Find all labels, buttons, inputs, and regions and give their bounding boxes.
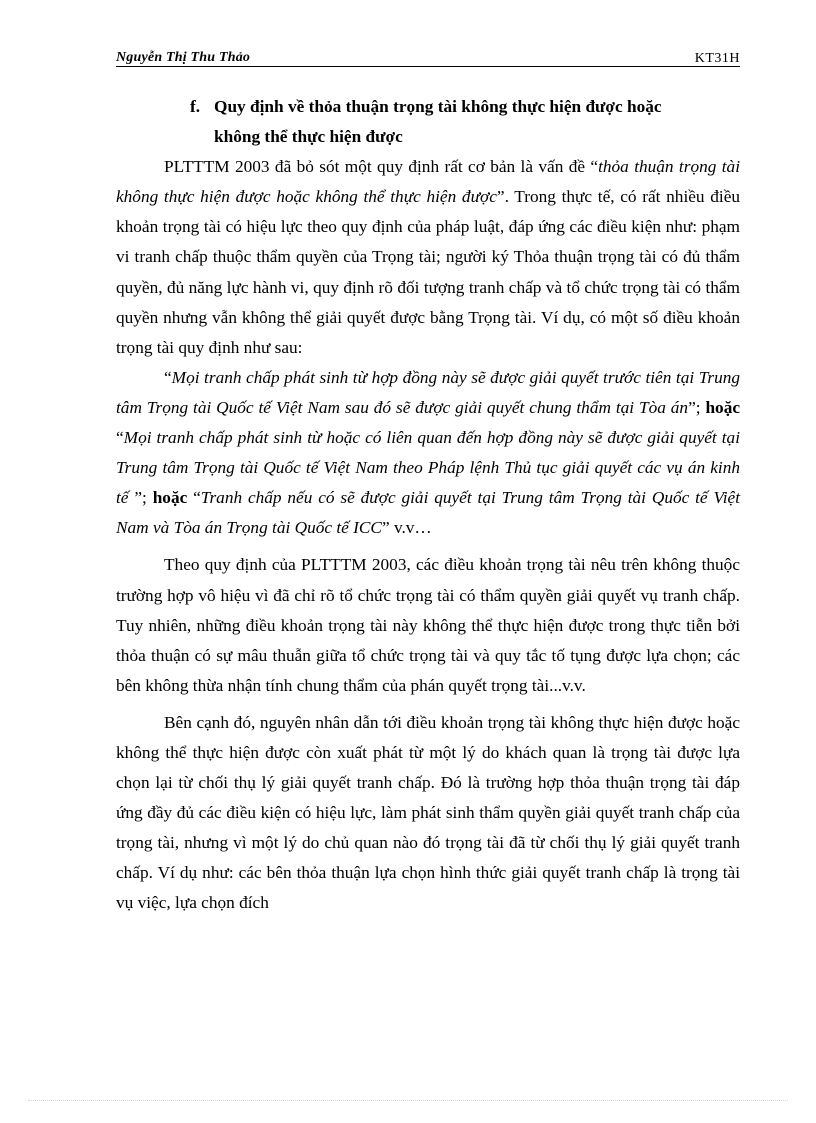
page-bottom-border [28, 1100, 788, 1101]
paragraph-2: Theo quy định của PLTTTM 2003, các điều khoản trọng tài nêu trên không thuộc trường hợp vô hiệu vì đã chỉ rõ tổ chức trọng tài có thẩm quyền giải quyết vụ tranh chấp. Tuy nhiên, những điều khoản trọng tài này không thể thực hiện được trong thực tiễn bởi thỏa thuận có sự mâu thuẫn giữa tổ chức trọng tài và quy tắc tố tụng được lựa chọn; các bên không thừa nhận tính chung thẩm của phán quyết trọng tài...v.v. [116, 555, 740, 695]
header-author: Nguyễn Thị Thu Thảo [116, 50, 251, 65]
quote-or-1: hoặc [705, 397, 740, 417]
quote-1-close: ”; [688, 397, 706, 417]
quote-2-open: “ [116, 428, 124, 448]
quote-3-close: ” v.v… [381, 518, 432, 538]
paragraph-1-text-b: ”. Trong thực tế, có rất nhiều điều khoản trọng tài có hiệu lực theo quy định của pháp luật, đáp ứng các điều kiện như: phạm vi tranh chấp thuộc thẩm quyền của Trọng tài; người ký Thỏa thuận trọng tài có đủ thẩm quyền, đủ năng lực hành vi, quy định rõ đối tượng tranh chấp và tổ chức trọng tài có thẩm quyền nhưng vẫn không thể giải quyết được bằng Trọng tài. Ví dụ, có một số điều khoản trọng tài quy định như sau: [116, 187, 741, 357]
quote-1-open: “ [164, 367, 172, 387]
heading-marker: f. [190, 97, 201, 116]
quote-1: Mọi tranh chấp phát sinh từ hợp đồng này sẽ được giải quyết trước tiên tại Trung tâm Trọng tài Quốc tế Việt Nam sau đó sẽ được giải quyết chung thẩm tại Tòa án [116, 367, 740, 417]
header-code: KT31H [694, 51, 740, 66]
page-header [116, 50, 740, 67]
heading-line-1: Quy định về thỏa thuận trọng tài không thực hiện được hoặc [214, 97, 662, 116]
quote-3-open: “ [187, 488, 201, 508]
paragraph-1-text-a: PLTTTM 2003 đã bỏ sót một quy định rất cơ bản là vấn đề “ [164, 157, 599, 177]
quote-2-close: ”; [134, 488, 153, 508]
quote-2: Mọi tranh chấp phát sinh từ hoặc có liên quan đến hợp đồng này sẽ được giải quyết tại Trung tâm Trọng tài Quốc tế Việt Nam theo Pháp lệnh Thủ tục giải quyết các vụ án kinh tế [116, 428, 740, 508]
heading-line-2: không thể thực hiện được [214, 127, 403, 147]
quote-3: Tranh chấp nếu có sẽ được giải quyết tại Trung tâm Trọng tài Quốc tế Việt Nam và Tòa án Trọng tài Quốc tế ICC [116, 488, 741, 538]
section-heading [116, 92, 740, 152]
paragraph-1 [116, 152, 740, 363]
paragraph-1-italic: thỏa thuận trọng tài không thực hiện được hoặc không thể thực hiện được [116, 157, 740, 207]
document-body [116, 92, 740, 919]
paragraph-3: Bên cạnh đó, nguyên nhân dẫn tới điều khoản trọng tài không thực hiện được hoặc không thể thực hiện được còn xuất phát từ một lý do khách quan là trọng tài được lựa chọn lại từ chối thụ lý giải quyết tranh chấp. Đó là trường hợp thỏa thuận trọng tài đáp ứng đầy đủ các điều kiện có hiệu lực, làm phát sinh thẩm quyền giải quyết tranh chấp của trọng tài, nhưng vì một lý do chủ quan nào đó trọng tài đã từ chối thụ lý giải quyết tranh chấp. Ví dụ như: các bên thỏa thuận lựa chọn hình thức giải quyết tranh chấp là trọng tài vụ việc, lựa chọn đích [116, 712, 740, 913]
quoted-examples [116, 363, 740, 544]
quote-or-2: hoặc [152, 488, 188, 508]
